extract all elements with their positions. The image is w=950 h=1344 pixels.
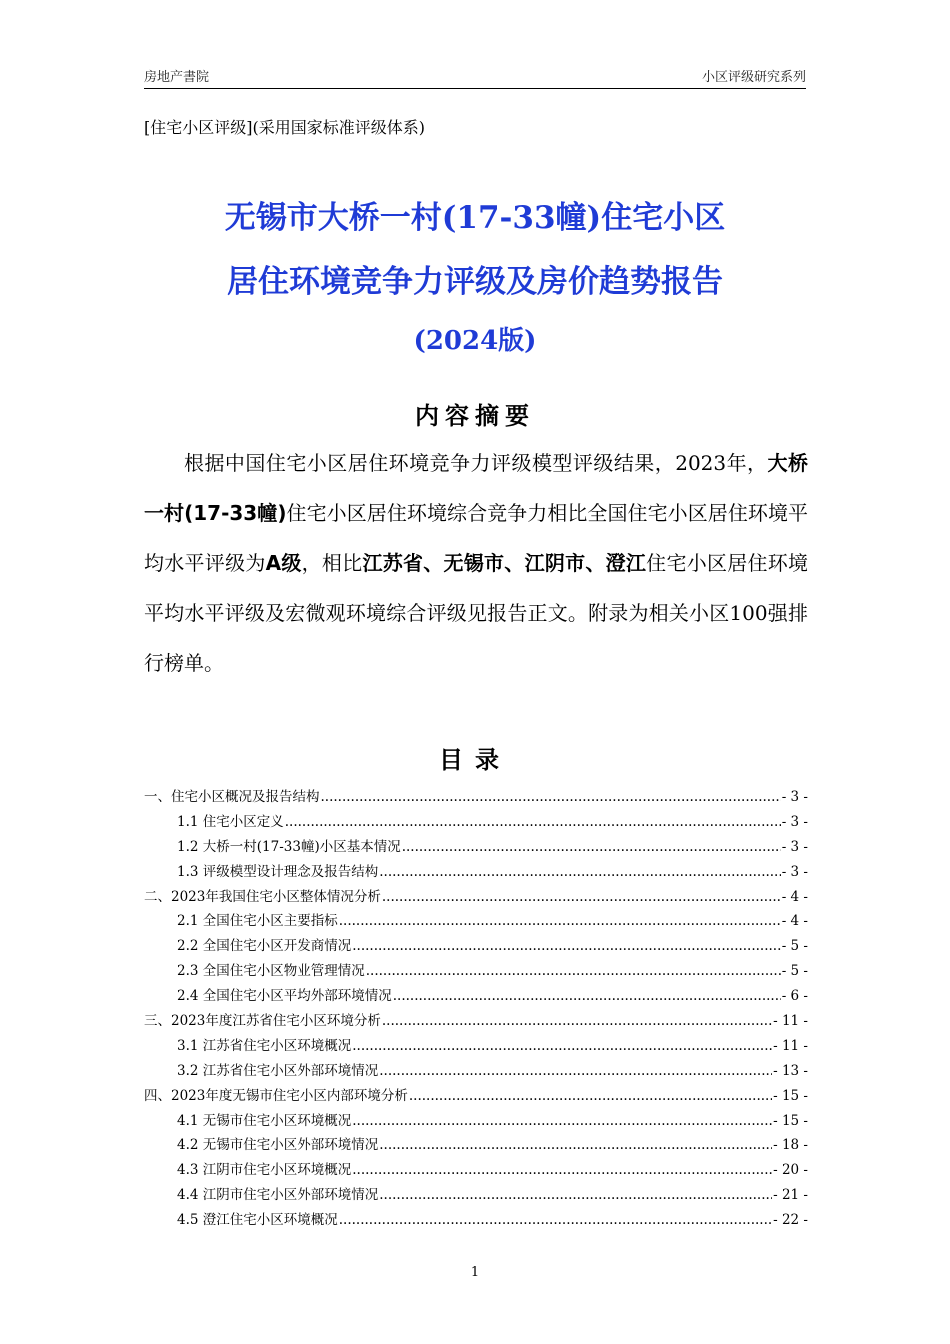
toc-entry-label: 4.1 无锡市住宅小区环境概况 (177, 1112, 352, 1129)
toc-leader-dots (379, 860, 780, 885)
toc-entry-label: 二、2023年我国住宅小区整体情况分析 (144, 888, 381, 905)
toc-entry[interactable] (144, 909, 808, 934)
toc-leader-dots (379, 1059, 772, 1084)
abstract-bold-community: 大桥一村(17-33幢) (144, 451, 808, 525)
toc-entry[interactable] (144, 1109, 808, 1134)
toc-entry-page: - 6 - (781, 988, 808, 1005)
toc-leader-dots (285, 810, 781, 835)
toc-entry-label: 2.1 全国住宅小区主要指标 (177, 913, 338, 930)
toc-leader-dots (409, 1084, 772, 1109)
toc-entry-label: 1.2 大桥一村(17-33幢)小区基本情况 (177, 838, 401, 855)
header-publisher: 房地产書院 (144, 70, 210, 85)
toc-entry[interactable] (144, 1183, 808, 1208)
toc-entry[interactable] (144, 984, 808, 1009)
toc-leader-dots (402, 835, 781, 860)
toc-entry[interactable] (144, 1158, 808, 1183)
toc-entry-label: 1.3 评级模型设计理念及报告结构 (177, 863, 379, 880)
toc-entry[interactable] (144, 810, 808, 835)
header-divider (144, 88, 806, 89)
toc-leader-dots (366, 959, 781, 984)
toc-heading: 目录 (439, 746, 511, 774)
toc-entry-page: - 18 - (773, 1137, 808, 1154)
toc-entry[interactable] (144, 1034, 808, 1059)
toc-entry[interactable] (144, 785, 808, 810)
toc-entry[interactable] (144, 1133, 808, 1158)
abstract-bold-rating: A级 (265, 551, 302, 575)
toc-entry[interactable] (144, 835, 808, 860)
toc-entry-label: 3.1 江苏省住宅小区环境概况 (177, 1037, 352, 1054)
toc-entry-label: 四、2023年度无锡市住宅小区内部环境分析 (144, 1087, 408, 1104)
toc-leader-dots (382, 885, 781, 910)
toc-entry-page: - 11 - (773, 1013, 808, 1030)
toc-entry-label: 一、住宅小区概况及报告结构 (144, 789, 320, 805)
toc-entry-page: - 13 - (773, 1062, 808, 1079)
toc-leader-dots (393, 984, 781, 1009)
toc-entry-page: - 4 - (781, 888, 808, 905)
toc-entry-label: 2.2 全国住宅小区开发商情况 (177, 938, 352, 955)
toc-leader-dots (321, 785, 781, 810)
toc-entry-label: 4.2 无锡市住宅小区外部环境情况 (177, 1137, 379, 1154)
toc-entry-page: - 3 - (781, 863, 808, 880)
toc-leader-dots (352, 934, 780, 959)
toc-leader-dots (339, 1208, 772, 1233)
report-edition: (2024版) (413, 326, 537, 356)
table-of-contents (144, 785, 808, 1233)
toc-entry-label: 2.3 全国住宅小区物业管理情况 (177, 963, 365, 980)
toc-leader-dots (352, 1158, 772, 1183)
report-title-line-2: 居住环境竞争力评级及房价趋势报告 (227, 264, 723, 300)
toc-entry-label: 2.4 全国住宅小区平均外部环境情况 (177, 988, 392, 1005)
toc-entry-page: - 4 - (781, 913, 808, 930)
toc-entry-page: - 20 - (773, 1162, 808, 1179)
abstract-bold-regions: 江苏省、无锡市、江阴市、澄江 (362, 551, 647, 575)
toc-entry[interactable] (144, 1208, 808, 1233)
toc-entry-page: - 3 - (781, 838, 808, 855)
toc-entry[interactable] (144, 885, 808, 910)
toc-entry-label: 3.2 江苏省住宅小区外部环境情况 (177, 1062, 379, 1079)
toc-entry-page: - 3 - (781, 789, 808, 805)
toc-leader-dots (379, 1183, 772, 1208)
toc-entry-label: 4.4 江阴市住宅小区外部环境情况 (177, 1187, 379, 1204)
toc-entry[interactable] (144, 860, 808, 885)
header-series: 小区评级研究系列 (701, 70, 806, 85)
toc-entry-label: 1.1 住宅小区定义 (177, 813, 284, 830)
toc-leader-dots (382, 1009, 772, 1034)
report-title-line-1: 无锡市大桥一村(17-33幢)住宅小区 (224, 200, 726, 236)
toc-entry[interactable] (144, 1084, 808, 1109)
toc-entry-page: - 5 - (781, 963, 808, 980)
abstract-text-2: 住宅小区居住环境综合竞争力相比全国住宅小区居住环境平均水平评级为 (144, 501, 809, 575)
toc-entry-page: - 5 - (781, 938, 808, 955)
abstract-paragraph (144, 438, 808, 688)
toc-entry-page: - 21 - (773, 1187, 808, 1204)
toc-entry-label: 4.3 江阴市住宅小区环境概况 (177, 1162, 352, 1179)
toc-entry[interactable] (144, 959, 808, 984)
toc-entry-page: - 11 - (773, 1037, 808, 1054)
toc-entry-page: - 3 - (781, 813, 808, 830)
report-category: [住宅小区评级](采用国家标准评级体系) (144, 118, 425, 137)
toc-entry-page: - 15 - (773, 1087, 808, 1104)
abstract-text-1: 根据中国住宅小区居住环境竞争力评级模型评级结果，2023年， (184, 451, 768, 475)
toc-leader-dots (352, 1109, 772, 1134)
toc-entry[interactable] (144, 1059, 808, 1084)
abstract-text-3: ，相比 (301, 551, 363, 575)
toc-entry-label: 三、2023年度江苏省住宅小区环境分析 (144, 1013, 381, 1030)
toc-leader-dots (379, 1133, 772, 1158)
abstract-text-4: 住宅小区居住环境平均水平评级及宏微观环境综合评级见报告正文。附录为相关小区100强排行榜单。 (144, 551, 809, 675)
abstract-body (144, 438, 808, 688)
toc-entry-page: - 22 - (773, 1212, 808, 1229)
toc-entry-label: 4.5 澄江住宅小区环境概况 (177, 1212, 338, 1229)
page-number: 1 (470, 1265, 480, 1280)
toc-leader-dots (352, 1034, 772, 1059)
toc-leader-dots (339, 909, 781, 934)
toc-entry-page: - 15 - (773, 1112, 808, 1129)
toc-entry[interactable] (144, 1009, 808, 1034)
abstract-heading: 内容摘要 (415, 402, 535, 430)
toc-entry[interactable] (144, 934, 808, 959)
